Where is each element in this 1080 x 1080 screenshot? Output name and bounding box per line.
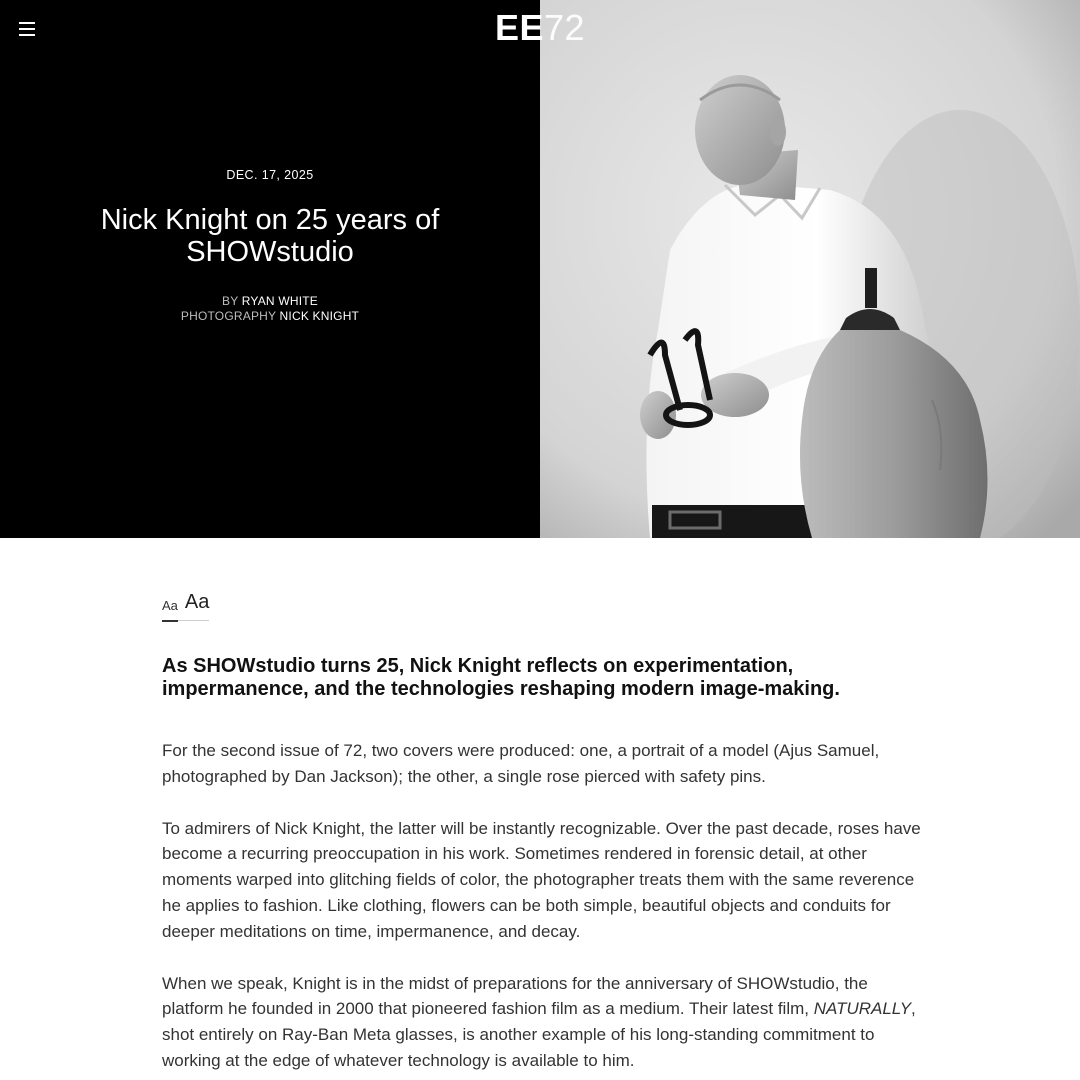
paragraph-3-start: When we speak, Knight is in the midst of preparations for the anniversary of SHOWstudio, the platform he founded in 2000 that pioneered fashion film as a medium. Their latest film, [162, 973, 868, 1019]
byline-label: BY [222, 294, 242, 308]
article-body [162, 738, 922, 1074]
hero [0, 0, 1080, 538]
article-content [162, 590, 922, 1074]
title-rest: on 25 years of SHOWstudio [186, 204, 440, 268]
logo-bold-text: EE [494, 7, 544, 48]
font-size-toggle [162, 590, 209, 621]
hero-photo [540, 0, 1080, 538]
photographer-link[interactable]: NICK KNIGHT [279, 309, 360, 323]
paragraph-3 [162, 971, 922, 1074]
font-size-large-button[interactable]: Aa [184, 591, 210, 613]
paragraph-2: To admirers of Nick Knight, the latter will be instantly recognizable. Over the past decade, roses have become a recurring preoccupation in his work. Sometimes rendered in forensic detail, at other moments warped into glitching fields of color, the photographer treats them with the same reverence he applies to fashion. Like clothing, flowers can be both simple, beautiful objects and conduits for deeper meditations on time, impermanence, and decay. [162, 818, 921, 941]
hero-text-panel [0, 0, 540, 538]
font-size-small-button[interactable]: Aa [162, 598, 178, 613]
paragraph-3-end: , shot entirely on Ray-Ban Meta glasses, is another example of his long-standing commitment to working at the edge of whatever technology is available to him. [162, 999, 916, 1070]
hero-text [0, 168, 540, 324]
film-title: NATURALLY [813, 999, 912, 1019]
logo-light-text: 72 [543, 7, 586, 48]
article-lede: As SHOWstudio turns 25, Nick Knight reflects on experimentation, impermanence, and the technologies reshaping modern image-making. [162, 655, 840, 700]
credits [0, 294, 540, 324]
byline [0, 294, 540, 309]
paragraph-1: For the second issue of 72, two covers were produced: one, a portrait of a model (Ajus Samuel, photographed by Dan Jackson); the other, a single rose pierced with safety pins. [162, 741, 880, 786]
photo-credit-label: PHOTOGRAPHY [180, 309, 280, 323]
author-link[interactable]: RYAN WHITE [241, 294, 318, 308]
photo-credit [0, 309, 540, 324]
portrait-photo [540, 0, 1080, 538]
article-date: DEC. 17, 2025 [226, 168, 314, 182]
article-title [0, 204, 540, 268]
site-logo[interactable] [0, 6, 1080, 50]
title-name: Nick Knight [100, 204, 248, 236]
